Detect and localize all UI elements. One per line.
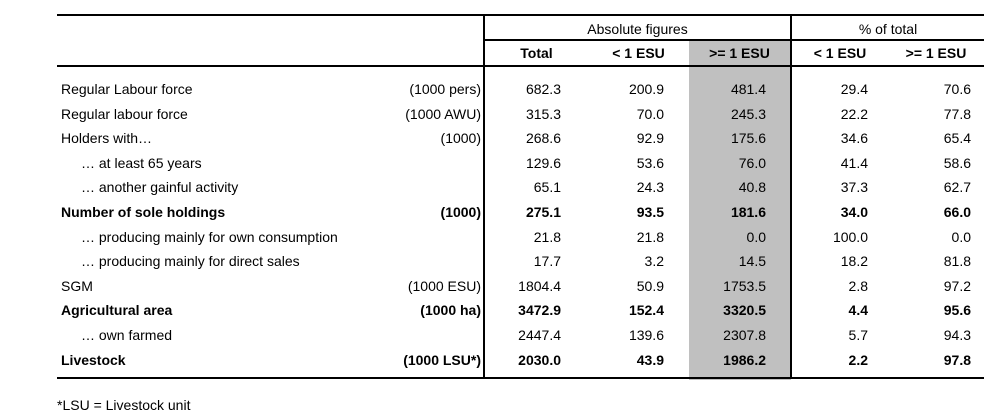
bottom-rule xyxy=(57,377,984,379)
top-rule xyxy=(57,14,984,16)
row-label: … at least 65 years xyxy=(81,155,202,171)
row-label: Regular labour force xyxy=(61,106,188,122)
cell-pct-ge1: 70.6 xyxy=(943,81,971,97)
col-header-pct-lt1: < 1 ESU xyxy=(813,45,867,61)
cell-pct-ge1: 65.4 xyxy=(943,130,971,146)
cell-lt1: 43.9 xyxy=(636,352,664,368)
cell-pct-ge1: 58.6 xyxy=(943,155,971,171)
cell-pct-ge1: 0.0 xyxy=(951,229,971,245)
cell-pct-ge1: 77.8 xyxy=(943,106,971,122)
cell-total: 2447.4 xyxy=(518,327,561,343)
cell-total: 315.3 xyxy=(525,106,561,122)
row-label: Livestock xyxy=(61,352,126,368)
cell-total: 21.8 xyxy=(533,229,561,245)
cell-lt1: 200.9 xyxy=(628,81,664,97)
cell-pct-lt1: 18.2 xyxy=(840,253,868,269)
cell-total: 268.6 xyxy=(525,130,561,146)
row-label: Regular Labour force xyxy=(61,81,193,97)
cell-pct-ge1: 62.7 xyxy=(943,179,971,195)
cell-lt1: 3.2 xyxy=(644,253,664,269)
cell-ge1: 2307.8 xyxy=(723,327,766,343)
row-label: … producing mainly for own consumption xyxy=(81,229,338,245)
row-label: SGM xyxy=(61,278,93,294)
cell-total: 275.1 xyxy=(525,204,561,220)
cell-total: 129.6 xyxy=(525,155,561,171)
row-unit: (1000 LSU*) xyxy=(403,352,481,368)
cell-total: 2030.0 xyxy=(518,352,561,368)
cell-pct-lt1: 2.8 xyxy=(848,278,868,294)
cell-pct-ge1: 94.3 xyxy=(943,327,971,343)
cell-ge1: 14.5 xyxy=(738,253,766,269)
cell-pct-ge1: 81.8 xyxy=(943,253,971,269)
cell-pct-lt1: 34.0 xyxy=(840,204,868,220)
cell-pct-lt1: 29.4 xyxy=(840,81,868,97)
cell-total: 682.3 xyxy=(525,81,561,97)
cell-pct-ge1: 66.0 xyxy=(943,204,971,220)
col-header-lt1: < 1 ESU xyxy=(612,45,665,61)
cell-lt1: 53.6 xyxy=(636,155,664,171)
cell-ge1: 481.4 xyxy=(730,81,766,97)
group-divider xyxy=(790,14,792,379)
cell-pct-lt1: 34.6 xyxy=(840,130,868,146)
cell-ge1: 3320.5 xyxy=(723,302,766,318)
row-label: Holders with… xyxy=(61,130,153,146)
row-unit: (1000 ESU) xyxy=(407,278,481,294)
group-header-rule xyxy=(484,39,984,41)
cell-lt1: 93.5 xyxy=(636,204,664,220)
cell-ge1: 245.3 xyxy=(730,106,766,122)
cell-lt1: 152.4 xyxy=(628,302,664,318)
cell-pct-lt1: 2.2 xyxy=(848,352,868,368)
row-unit: (1000 pers) xyxy=(409,81,481,97)
group-header-percent: % of total xyxy=(858,21,918,37)
row-label: … own farmed xyxy=(81,327,173,343)
cell-ge1: 76.0 xyxy=(738,155,766,171)
row-label: … producing mainly for direct sales xyxy=(81,253,300,269)
row-label: … another gainful activity xyxy=(81,179,239,195)
row-label: Number of sole holdings xyxy=(61,204,226,220)
header-bottom-rule xyxy=(57,65,984,67)
cell-pct-lt1: 41.4 xyxy=(840,155,868,171)
cell-pct-lt1: 100.0 xyxy=(832,229,868,245)
cell-ge1: 1986.2 xyxy=(723,352,766,368)
label-divider xyxy=(483,14,485,379)
cell-pct-lt1: 5.7 xyxy=(848,327,868,343)
cell-pct-ge1: 97.2 xyxy=(943,278,971,294)
cell-lt1: 139.6 xyxy=(628,327,664,343)
footnote: *LSU = Livestock unit xyxy=(57,397,191,413)
cell-pct-lt1: 37.3 xyxy=(840,179,868,195)
data-table xyxy=(57,14,984,380)
row-unit: (1000 ha) xyxy=(420,302,481,318)
cell-total: 65.1 xyxy=(533,179,561,195)
cell-total: 3472.9 xyxy=(518,302,561,318)
cell-pct-lt1: 4.4 xyxy=(848,302,868,318)
col-header-pct-ge1: >= 1 ESU xyxy=(905,45,967,61)
cell-total: 1804.4 xyxy=(518,278,561,294)
cell-lt1: 24.3 xyxy=(636,179,664,195)
cell-pct-ge1: 95.6 xyxy=(943,302,971,318)
cell-ge1: 175.6 xyxy=(730,130,766,146)
row-label: Agricultural area xyxy=(61,302,173,318)
row-unit: (1000 AWU) xyxy=(405,106,481,122)
cell-lt1: 70.0 xyxy=(636,106,664,122)
cell-ge1: 181.6 xyxy=(730,204,766,220)
cell-ge1: 0.0 xyxy=(746,229,766,245)
row-unit: (1000) xyxy=(440,204,481,220)
cell-lt1: 21.8 xyxy=(636,229,664,245)
col-header-total: Total xyxy=(520,45,553,61)
cell-lt1: 50.9 xyxy=(636,278,664,294)
row-unit: (1000) xyxy=(440,130,481,146)
cell-ge1: 1753.5 xyxy=(723,278,766,294)
group-header-absolute: Absolute figures xyxy=(587,21,688,37)
col-header-ge1: >= 1 ESU xyxy=(709,45,770,61)
cell-pct-lt1: 22.2 xyxy=(840,106,868,122)
cell-ge1: 40.8 xyxy=(738,179,766,195)
cell-total: 17.7 xyxy=(533,253,561,269)
cell-lt1: 92.9 xyxy=(636,130,664,146)
cell-pct-ge1: 97.8 xyxy=(943,352,971,368)
